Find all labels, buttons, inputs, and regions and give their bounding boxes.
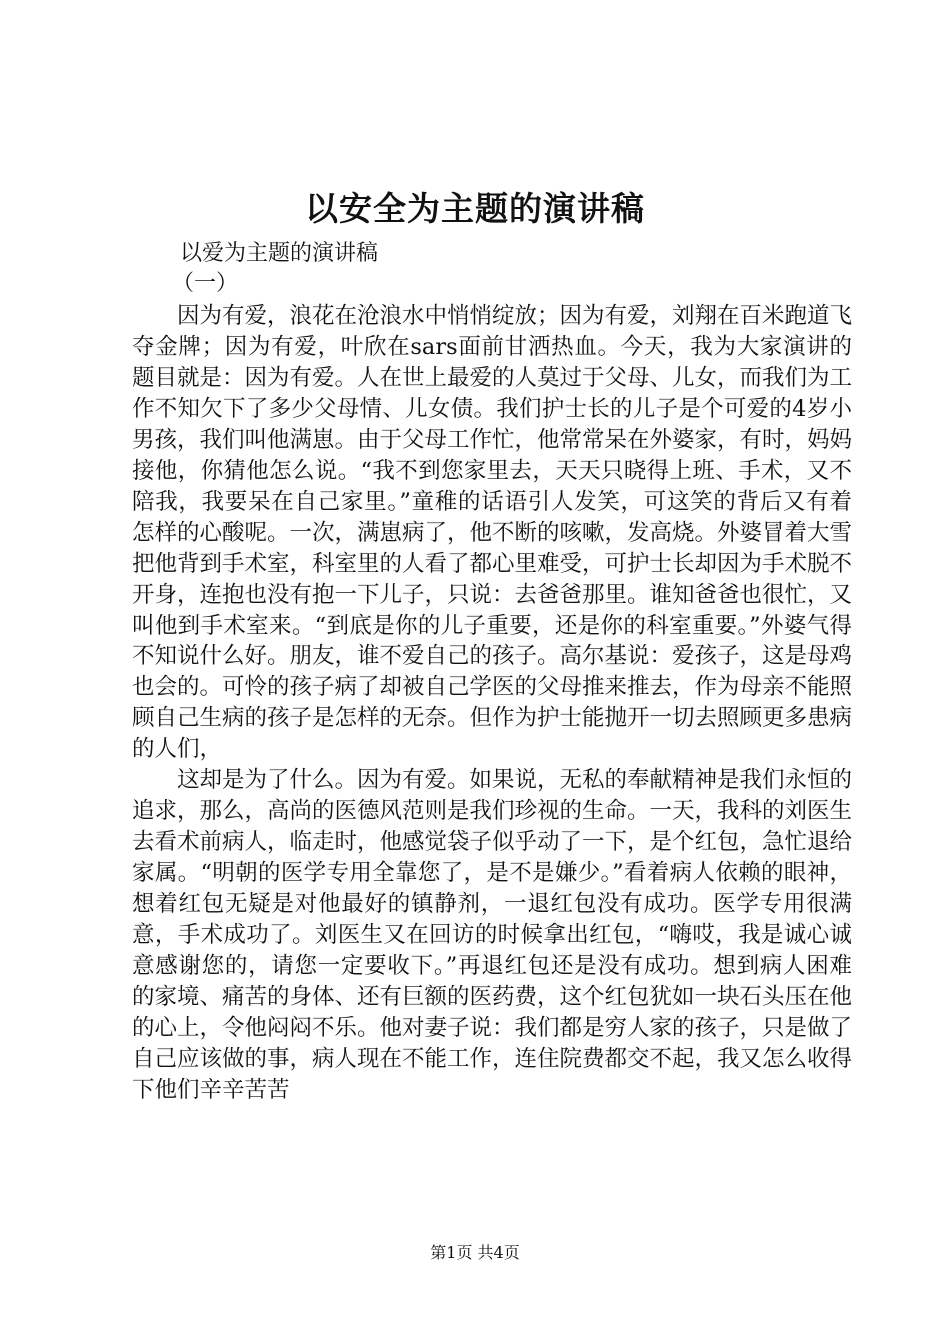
page-indicator: 第1页 共4页	[430, 1243, 520, 1262]
section-label: （一）	[172, 271, 239, 296]
document-title: 以安全为主题的演讲稿	[305, 189, 645, 228]
paragraph-1: 因为有爱，浪花在沧浪水中悄悄绽放；因为有爱，刘翔在百米跑道飞夺金牌；因为有爱，叶欣在sars面前甘洒热血。今天，我为大家演讲的题目就是：因为有爱。人在世上最爱的人莫过于父母、儿女，而我们为工作不知欠下了多少父母情、儿女债。我们护士长的儿子是个可爱的4岁小男孩，我们叫他满崽。由于父母工作忙，他常常呆在外婆家，有时，妈妈接他，你猜他怎么说。“我不到您家里去，天天只晓得上班、手术，又不陪我，我要呆在自己家里。”童稚的话语引人发笑，可这笑的背后又有着怎样的心酸呢。一次，满崽病了，他不断的咳嗽，发高烧。外婆冒着大雪把他背到手术室，科室里的人看了都心里难受，可护士长却因为手术脱不开身，连抱也没有抱一下儿子，只说：去爸爸那里。谁知爸爸也很忙，又叫他到手术室来。“到底是你的儿子重要，还是你的科室重要。”外婆气得不知说什么好。朋友，谁不爱自己的孩子。高尔基说：爱孩子，这是母鸡也会的。可怜的孩子病了却被自己学医的父母推来推去，作为母亲不能照顾自己生病的孩子是怎样的无奈。但作为护士能抛开一切去照顾更多患病的人们，	[132, 303, 853, 763]
document-subtitle: 以爱为主题的演讲稿	[180, 241, 379, 266]
body-text	[132, 301, 852, 1106]
paragraph-2: 这却是为了什么。因为有爱。如果说，无私的奉献精神是我们永恒的追求，那么，高尚的医德风范则是我们珍视的生命。一天，我科的刘医生去看术前病人，临走时，他感觉袋子似乎动了一下，是个红包，急忙退给家属。“明朝的医学专用全靠您了，是不是嫌少。”看着病人依赖的眼神，想着红包无疑是对他最好的镇静剂，一退红包没有成功。医学专用很满意，手术成功了。刘医生又在回访的时候拿出红包，“嗨哎，我是诚心诚意感谢您的，请您一定要收下。”再退红包还是没有成功。想到病人困难的家境、痛苦的身体、还有巨额的医药费，这个红包犹如一块石头压在他的心上，令他闷闷不乐。他对妻子说：我们都是穷人家的孩子，只是做了自己应该做的事，病人现在不能工作，连住院费都交不起，我又怎么收得下他们辛辛苦苦	[132, 767, 853, 1103]
